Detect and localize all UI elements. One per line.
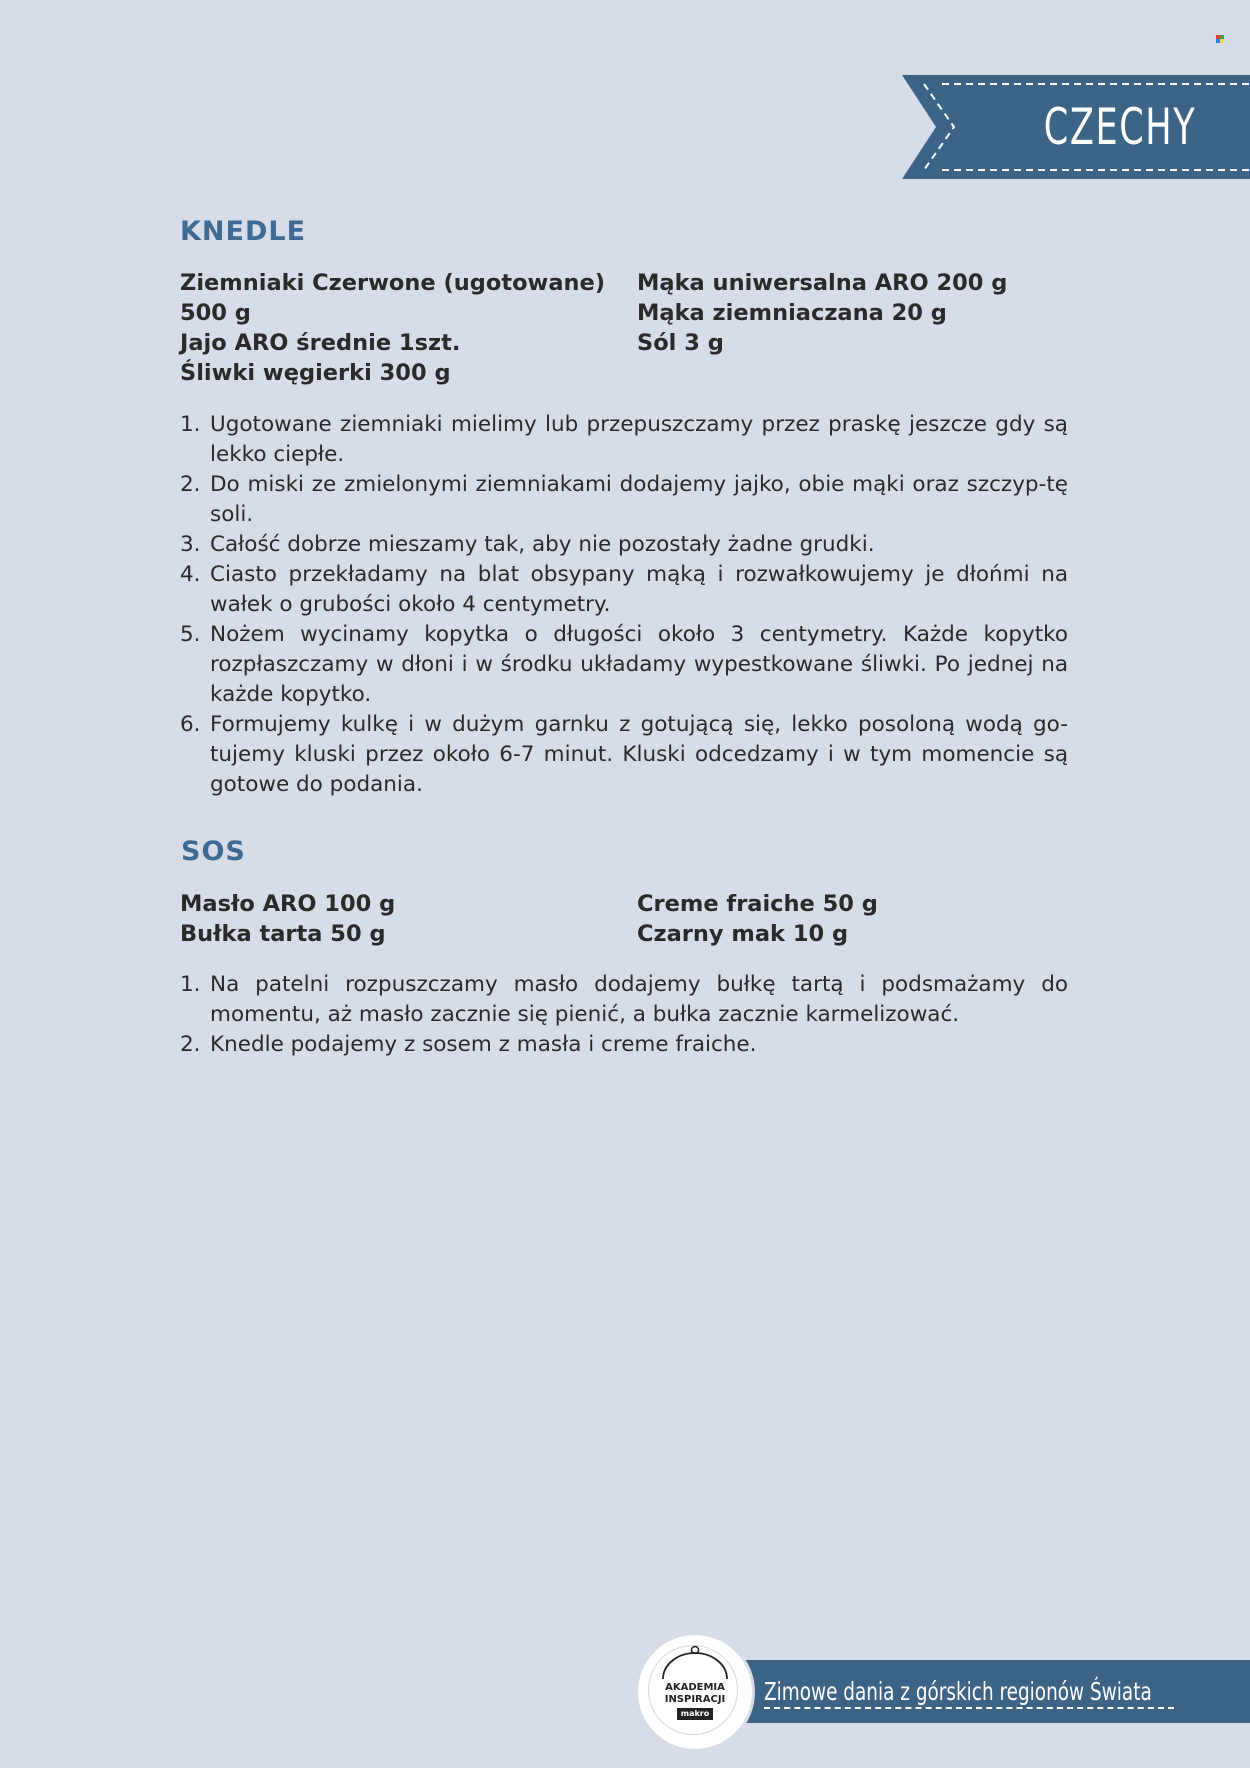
corner-color-mark [1216,35,1225,44]
knedle-steps [180,410,1068,800]
step-item [180,410,1068,470]
step-text: Na patelni rozpuszczamy masło dodajemy bułkę tartą i podsmażamy do momentu, aż masło zacznie się pienić, a bułka zacznie karmelizować. [210,972,1068,1027]
logo-brand: makro [677,1708,713,1720]
step-number: 2. [180,472,201,497]
ingredient-item: Ziemniaki Czerwone (ugotowane) [180,270,606,296]
step-item [180,710,1068,800]
ingredient-item: Mąka uniwersalna ARO 200 g [637,270,1008,296]
step-number: 2. [180,1032,201,1057]
step-number: 3. [180,532,201,557]
knedle-ingredients-left [180,268,605,388]
step-item [180,970,1068,1030]
step-text: Do miski ze zmielonymi ziemniakami dodajemy jajko, obie mąki oraz szczyp-tę soli. [210,472,1068,527]
step-item [180,470,1068,530]
ingredient-item: 500 g [180,300,251,326]
step-number: 6. [180,712,201,737]
sos-ingredients-right [637,889,878,949]
ingredient-item: Czarny mak 10 g [637,921,849,947]
step-item [180,1030,1068,1060]
ingredient-item: Sól 3 g [637,330,724,356]
cloche-icon [638,1635,752,1685]
logo-line2: INSPIRACJI [664,1694,726,1705]
step-number: 4. [180,562,201,587]
ingredient-item: Mąka ziemniaczana 20 g [637,300,947,326]
akademia-logo [638,1635,752,1749]
knedle-ingredients-right [637,268,1007,358]
step-text: Nożem wycinamy kopytka o długości około 3 centymetry. Każde kopytko rozpłaszczamy w dłoni i w środku układamy wypestkowane śliwki. Po jednej na każde kopytko. [210,622,1068,707]
ingredient-item: Masło ARO 100 g [180,891,396,917]
sos-steps [180,970,1068,1060]
ingredient-item: Creme fraiche 50 g [637,891,878,917]
step-text: Formujemy kulkę i w dużym garnku z gotującą się, lekko posoloną wodą go-tujemy kluski przez około 6-7 minut. Kluski odcedzamy i w tym momencie są gotowe do podania. [210,712,1068,797]
logo-line1: AKADEMIA [665,1682,725,1693]
knedle-heading: KNEDLE [180,216,307,247]
step-text: Całość dobrze mieszamy tak, aby nie pozostały żadne grudki. [210,532,875,557]
step-item [180,620,1068,710]
footer-tagline: Zimowe dania z górskich regionów Świata [764,1677,1152,1706]
step-item [180,560,1068,620]
step-number: 1. [180,972,201,997]
sos-heading: SOS [181,836,246,867]
step-number: 1. [180,412,201,437]
ingredient-item: Bułka tarta 50 g [180,921,386,947]
step-text: Knedle podajemy z sosem z masła i creme fraiche. [210,1032,757,1057]
ingredient-item: Śliwki węgierki 300 g [180,360,451,386]
step-number: 5. [180,622,201,647]
banner-title: CZECHY [1043,98,1197,156]
sos-ingredients-left [180,889,395,949]
step-text: Ciasto przekładamy na blat obsypany mąką i rozwałkowujemy je dłońmi na wałek o grubości około 4 centymetry. [210,562,1068,617]
step-text: Ugotowane ziemniaki mielimy lub przepuszczamy przez praskę jeszcze gdy są lekko ciepłe. [210,412,1068,467]
footer-divider [764,1707,1174,1709]
step-item [180,530,1068,560]
ingredient-item: Jajo ARO średnie 1szt. [180,330,461,356]
